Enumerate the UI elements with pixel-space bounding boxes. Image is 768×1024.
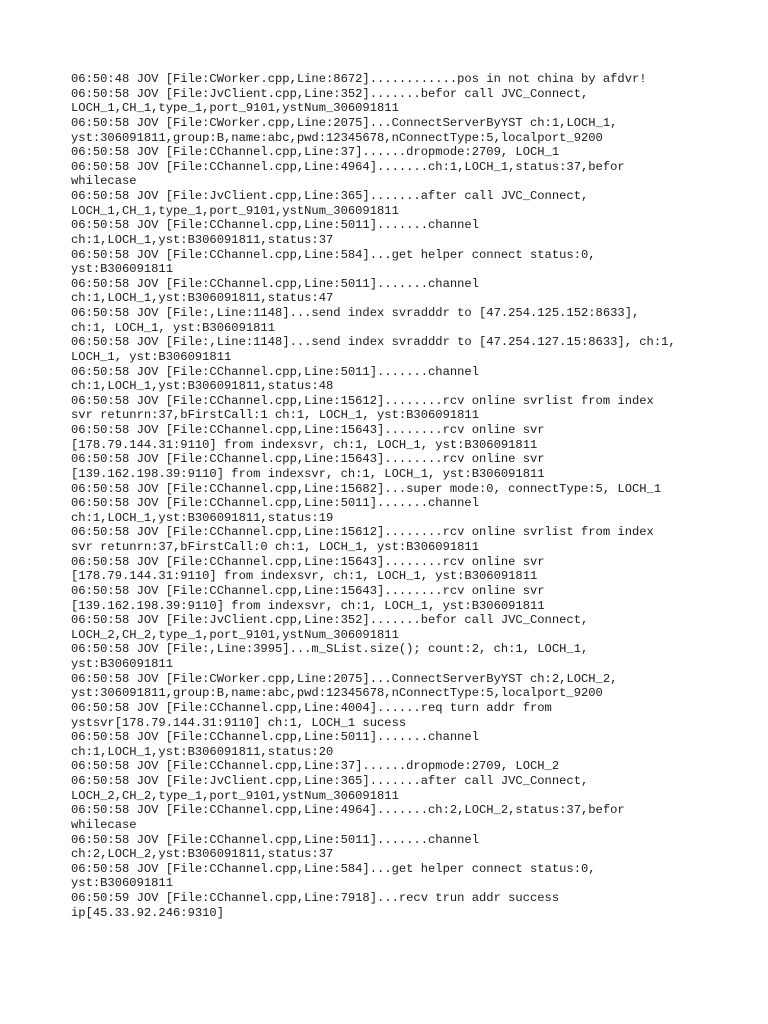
log-line: svr retunrn:37,bFirstCall:1 ch:1, LOCH_1, yst:B306091811 (71, 408, 479, 423)
log-line: LOCH_2,CH_2,type_1,port_9101,ystNum_306091811 (71, 788, 399, 803)
log-line: 06:50:58 JOV [File:CChannel.cpp,Line:37]......dropmode:2709, LOCH_2 (71, 759, 560, 774)
log-line: ip[45.33.92.246:9310] (71, 905, 224, 920)
log-line: 06:50:58 JOV [File:CChannel.cpp,Line:4964].......ch:2,LOCH_2,status:37,befor (71, 803, 625, 818)
log-line: 06:50:58 JOV [File:CChannel.cpp,Line:4004]......req turn addr from (71, 700, 552, 715)
log-line: [178.79.144.31:9110] from indexsvr, ch:1, LOCH_1, yst:B306091811 (71, 569, 538, 584)
log-line: 06:50:58 JOV [File:CChannel.cpp,Line:4964].......ch:1,LOCH_1,status:37,befor (71, 159, 625, 174)
log-line: 06:50:58 JOV [File:CChannel.cpp,Line:5011].......channel (71, 276, 479, 291)
log-line: 06:50:58 JOV [File:CChannel.cpp,Line:584]...get helper connect status:0, (71, 247, 596, 262)
log-line: ch:1,LOCH_1,yst:B306091811,status:20 (71, 744, 334, 759)
log-line: yst:B306091811 (71, 876, 173, 891)
log-line: 06:50:58 JOV [File:JvClient.cpp,Line:365].......after call JVC_Connect, (71, 189, 589, 203)
log-line: ch:1,LOCH_1,yst:B306091811,status:37 (71, 232, 334, 247)
log-line: 06:50:58 JOV [File:CWorker.cpp,Line:2075]...ConnectServerByYST ch:2,LOCH_2, (71, 671, 618, 686)
log-line: 06:50:58 JOV [File:CChannel.cpp,Line:5011].......channel (71, 364, 479, 379)
log-line: 06:50:58 JOV [File:CChannel.cpp,Line:5011].......channel (71, 218, 479, 233)
log-line: yst:B306091811 (71, 657, 173, 671)
log-line: 06:50:58 JOV [File:CChannel.cpp,Line:5011].......channel (71, 832, 479, 847)
log-line: 06:50:58 JOV [File:JvClient.cpp,Line:352].......befor call JVC_Connect, (71, 86, 589, 101)
log-line: yst:306091811,group:B,name:abc,pwd:12345678,nConnectType:5,localport_9200 (71, 130, 603, 145)
log-line: 06:50:58 JOV [File:CChannel.cpp,Line:37]......dropmode:2709, LOCH_1 (71, 145, 560, 160)
log-line: [139.162.198.39:9110] from indexsvr, ch:1, LOCH_1, yst:B306091811 (71, 466, 545, 481)
log-line: ch:1,LOCH_1,yst:B306091811,status:48 (71, 379, 334, 394)
log-line: 06:50:58 JOV [File:CChannel.cpp,Line:15682]...super mode:0, connectType:5, LOCH_1 (71, 481, 662, 496)
log-text-block (71, 72, 711, 920)
log-line: yst:306091811,group:B,name:abc,pwd:12345678,nConnectType:5,localport_9200 (71, 686, 603, 701)
log-line: yst:B306091811 (71, 262, 173, 277)
log-line: LOCH_1,CH_1,type_1,port_9101,ystNum_306091811 (71, 101, 399, 116)
log-line: 06:50:58 JOV [File:CChannel.cpp,Line:15643]........rcv online svr (71, 583, 545, 598)
log-line: 06:50:48 JOV [File:CWorker.cpp,Line:8672]............pos in not china by afdvr! (71, 72, 647, 86)
log-line: 06:50:59 JOV [File:CChannel.cpp,Line:7918]...recv trun addr success (71, 891, 560, 905)
log-line: svr retunrn:37,bFirstCall:0 ch:1, LOCH_1, yst:B306091811 (71, 540, 479, 554)
log-line: [139.162.198.39:9110] from indexsvr, ch:1, LOCH_1, yst:B306091811 (71, 598, 545, 613)
log-line: whilecase (71, 174, 137, 189)
log-line: 06:50:58 JOV [File:CChannel.cpp,Line:15643]........rcv online svr (71, 452, 545, 467)
log-line: ch:2,LOCH_2,yst:B306091811,status:37 (71, 847, 334, 862)
log-line: 06:50:58 JOV [File:CChannel.cpp,Line:5011].......channel (71, 496, 479, 511)
log-line: ystsvr[178.79.144.31:9110] ch:1, LOCH_1 sucess (71, 715, 407, 730)
log-line: 06:50:58 JOV [File:CChannel.cpp,Line:584]...get helper connect status:0, (71, 861, 596, 876)
log-line: LOCH_1, yst:B306091811 (71, 349, 232, 364)
log-line: 06:50:58 JOV [File:,Line:3995]...m_SList.size(); count:2, ch:1, LOCH_1, (71, 642, 589, 657)
log-line: 06:50:58 JOV [File:,Line:1148]...send index svradddr to [47.254.127.15:8633], ch:1, (71, 335, 676, 350)
log-line: 06:50:58 JOV [File:CChannel.cpp,Line:15612]........rcv online svrlist from index (71, 525, 654, 540)
log-line: 06:50:58 JOV [File:CChannel.cpp,Line:15612]........rcv online svrlist from index (71, 393, 654, 408)
log-line: ch:1, LOCH_1, yst:B306091811 (71, 320, 275, 335)
log-line: ch:1,LOCH_1,yst:B306091811,status:19 (71, 510, 334, 525)
log-line: 06:50:58 JOV [File:CChannel.cpp,Line:5011].......channel (71, 730, 479, 745)
log-line: 06:50:58 JOV [File:CChannel.cpp,Line:15643]........rcv online svr (71, 423, 545, 437)
log-line: 06:50:58 JOV [File:CWorker.cpp,Line:2075]...ConnectServerByYST ch:1,LOCH_1, (71, 115, 618, 130)
log-line: 06:50:58 JOV [File:JvClient.cpp,Line:365].......after call JVC_Connect, (71, 774, 589, 788)
log-line: ch:1,LOCH_1,yst:B306091811,status:47 (71, 291, 334, 306)
log-line: LOCH_1,CH_1,type_1,port_9101,ystNum_306091811 (71, 203, 399, 218)
log-line: whilecase (71, 817, 137, 832)
log-line: LOCH_2,CH_2,type_1,port_9101,ystNum_306091811 (71, 627, 399, 642)
log-line: [178.79.144.31:9110] from indexsvr, ch:1, LOCH_1, yst:B306091811 (71, 437, 538, 452)
log-line: 06:50:58 JOV [File:,Line:1148]...send index svradddr to [47.254.125.152:8633], (71, 306, 640, 320)
log-line: 06:50:58 JOV [File:CChannel.cpp,Line:15643]........rcv online svr (71, 554, 545, 569)
log-line: 06:50:58 JOV [File:JvClient.cpp,Line:352].......befor call JVC_Connect, (71, 613, 589, 628)
